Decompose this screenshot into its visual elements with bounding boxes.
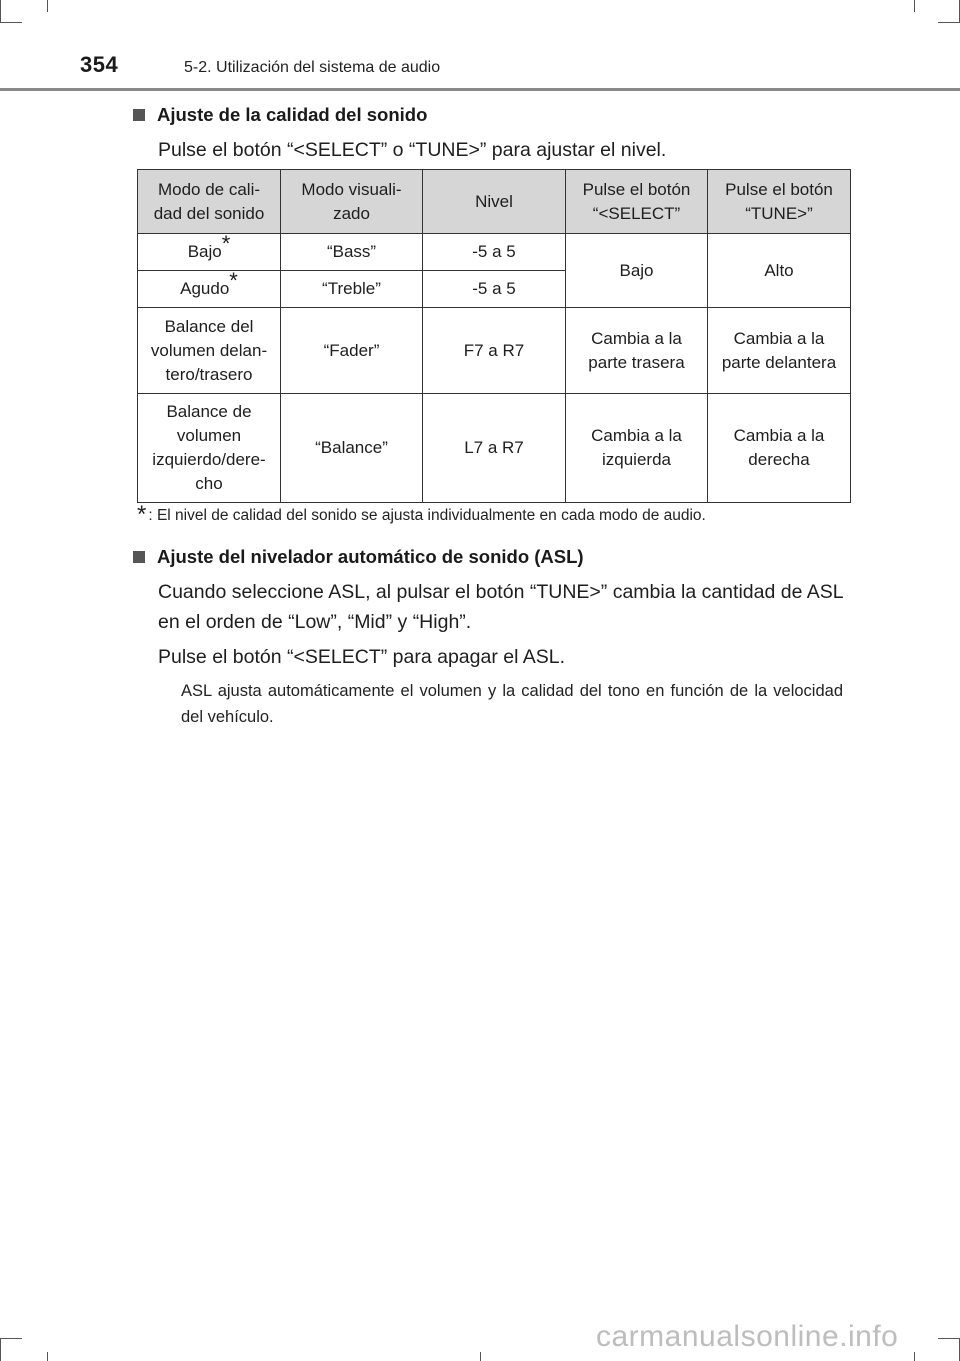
column-header: Modo visuali- zado — [281, 170, 423, 234]
crop-mark — [0, 0, 1, 22]
table-row — [138, 234, 851, 271]
table-cell: -5 a 5 — [423, 271, 566, 308]
square-bullet-icon — [133, 551, 145, 563]
table-cell: Balance del volumen delan- tero/trasero — [138, 308, 281, 394]
asl-paragraph: Cuando seleccione ASL, al pulsar el botón “TUNE>” cambia la cantidad de ASL en el orden de “Low”, “Mid” y “High”. — [158, 581, 843, 633]
asterisk-mark: * — [137, 501, 147, 528]
heading-text: Ajuste de la calidad del sonido — [157, 104, 428, 125]
watermark: carmanualsonline.info — [596, 1320, 899, 1353]
table-cell: Cambia a la izquierda — [566, 394, 708, 503]
footnote-text: : El nivel de calidad del sonido se ajusta individualmente en cada modo de audio. — [148, 507, 706, 524]
section-heading-asl — [133, 546, 584, 568]
table-cell: Alto — [708, 234, 851, 308]
instruction-text: Pulse el botón “<SELECT” o “TUNE>” para ajustar el nivel. — [158, 139, 667, 161]
crop-mark — [914, 1352, 915, 1361]
table-cell: Balance de volumen izquierdo/dere- cho — [138, 394, 281, 503]
table-header-row — [138, 170, 851, 234]
table-cell: -5 a 5 — [423, 234, 566, 271]
table-cell: “Bass” — [281, 234, 423, 271]
sound-quality-table — [137, 169, 851, 503]
square-bullet-icon — [133, 109, 145, 121]
crop-mark — [0, 1338, 22, 1339]
table-cell: F7 a R7 — [423, 308, 566, 394]
table-cell: L7 a R7 — [423, 394, 566, 503]
column-header: Pulse el botón “TUNE>” — [708, 170, 851, 234]
table-cell: Cambia a la derecha — [708, 394, 851, 503]
column-header: Pulse el botón “<SELECT” — [566, 170, 708, 234]
page-number: 354 — [80, 52, 119, 77]
asterisk-mark: * — [221, 231, 231, 256]
table-cell: Cambia a la parte delantera — [708, 308, 851, 394]
crop-mark — [47, 1352, 48, 1361]
crop-mark — [0, 1338, 1, 1361]
heading-text: Ajuste del nivelador automático de sonido (ASL) — [157, 546, 584, 567]
crop-mark — [938, 1338, 960, 1339]
section-title: 5-2. Utilización del sistema de audio — [184, 59, 441, 76]
table-cell: Agudo* — [138, 271, 281, 308]
crop-mark — [0, 22, 22, 23]
table-cell: “Treble” — [281, 271, 423, 308]
asl-off-paragraph: Pulse el botón “<SELECT” para apagar el ASL. — [158, 646, 566, 668]
column-header: Nivel — [423, 170, 566, 234]
table-row — [138, 394, 851, 503]
table-cell: Bajo — [566, 234, 708, 308]
table-cell: “Fader” — [281, 308, 423, 394]
asl-note: ASL ajusta automáticamente el volumen y la calidad del tono en función de la velocidad del vehículo. — [181, 682, 843, 726]
table-cell: Cambia a la parte trasera — [566, 308, 708, 394]
crop-mark — [480, 1352, 481, 1361]
header-rule — [0, 88, 960, 91]
crop-mark — [938, 22, 960, 23]
table-cell: “Balance” — [281, 394, 423, 503]
asterisk-mark: * — [229, 268, 238, 293]
table-row — [138, 308, 851, 394]
column-header: Modo de cali- dad del sonido — [138, 170, 281, 234]
crop-mark — [47, 0, 48, 12]
table-cell: Bajo* — [138, 234, 281, 271]
crop-mark — [914, 0, 915, 12]
section-heading-sound-quality — [133, 104, 427, 126]
footnote — [137, 501, 706, 528]
